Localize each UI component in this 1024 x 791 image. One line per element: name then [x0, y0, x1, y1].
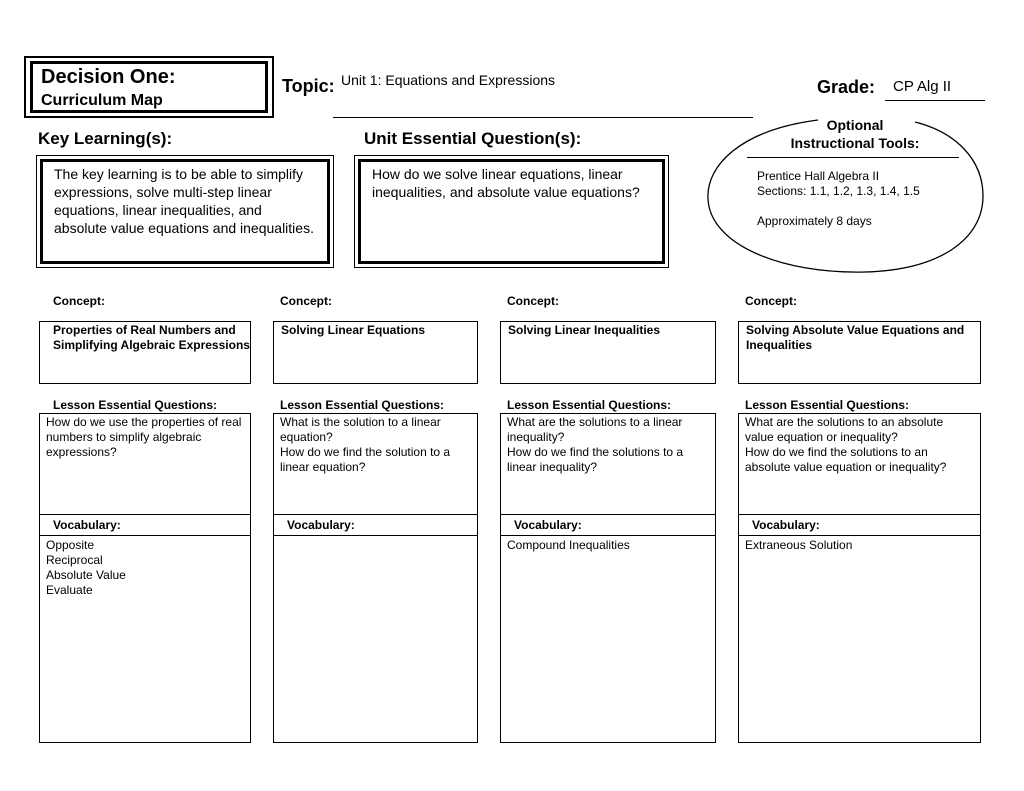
question-item: What are the solutions to a linear inequality?	[507, 415, 683, 444]
concept-label-2: Concept:	[280, 294, 332, 308]
unit-question-box	[358, 159, 665, 264]
vocab-item: Evaluate	[46, 583, 93, 597]
question-item: How do we use the properties of real numbers to simplify algebraic expressions?	[46, 415, 242, 459]
vocab-item: Extraneous Solution	[745, 538, 853, 552]
tools-heading-line2: Instructional Tools:	[790, 135, 920, 151]
vocab-item: Compound Inequalities	[507, 538, 630, 552]
topic-label: Topic:	[282, 76, 335, 96]
concept-label-1: Concept:	[53, 294, 105, 308]
lesson-questions-3	[501, 415, 715, 514]
vocabulary-label-3: Vocabulary:	[501, 514, 715, 536]
concept-box-1	[39, 321, 251, 384]
grade-value: CP Alg II	[893, 78, 952, 95]
key-learning-heading: Key Learning(s):	[38, 129, 173, 148]
concept-box-3	[500, 321, 716, 384]
tools-content	[757, 169, 920, 229]
vocabulary-list-1	[40, 536, 250, 600]
grade-label: Grade:	[817, 77, 876, 97]
vocabulary-list-2	[274, 536, 477, 540]
lesson-questions-1	[40, 415, 250, 514]
question-item: How do we find the solutions to an absolute value equation or inequality?	[745, 445, 947, 474]
question-item: What are the solutions to an absolute value equation or inequality?	[745, 415, 944, 444]
tools-heading-line1: Optional	[826, 117, 884, 133]
vocabulary-label-1: Vocabulary:	[40, 514, 250, 536]
concept-label-3: Concept:	[507, 294, 559, 308]
column-box-1	[39, 413, 251, 743]
lesson-questions-4	[739, 415, 980, 514]
key-learning-text: The key learning is to be able to simplify expressions, solve multi-step linear equations, linear inequalities, and absolute value equations and inequalities.	[54, 166, 314, 236]
tools-heading	[760, 116, 950, 152]
vocabulary-label-2: Vocabulary:	[274, 514, 477, 536]
key-learning-box	[40, 159, 330, 264]
concept-box-4	[738, 321, 981, 384]
concept-text-3: Solving Linear Inequalities	[508, 323, 661, 337]
lesson-questions-2	[274, 415, 477, 514]
tools-sections: Sections: 1.1, 1.2, 1.3, 1.4, 1.5	[757, 184, 920, 198]
column-box-4	[738, 413, 981, 743]
question-item: What is the solution to a linear equation?	[280, 415, 441, 444]
question-item: How do we find the solutions to a linear inequality?	[507, 445, 684, 474]
tools-duration: Approximately 8 days	[757, 214, 872, 228]
concept-text-4: Solving Absolute Value Equations and Inequalities	[746, 323, 965, 352]
vocabulary-label-4: Vocabulary:	[739, 514, 980, 536]
topic-value: Unit 1: Equations and Expressions	[341, 72, 556, 88]
vocab-item: Opposite	[46, 538, 95, 552]
question-item: How do we find the solution to a linear equation?	[280, 445, 451, 474]
column-box-3	[500, 413, 716, 743]
document-subtitle: Curriculum Map	[41, 92, 163, 109]
concept-text-1: Properties of Real Numbers and Simplifying Algebraic Expressions	[53, 323, 250, 352]
vocabulary-list-4	[739, 536, 980, 555]
column-box-2	[273, 413, 478, 743]
lesson-questions-label-3: Lesson Essential Questions:	[507, 398, 672, 412]
vocab-item: Reciprocal	[46, 553, 103, 567]
unit-question-text: How do we solve linear equations, linear inequalities, and absolute value equations?	[372, 166, 640, 200]
lesson-questions-label-1: Lesson Essential Questions:	[53, 398, 218, 412]
concept-text-2: Solving Linear Equations	[281, 323, 426, 337]
vocabulary-list-3	[501, 536, 715, 555]
tools-rule	[747, 157, 959, 158]
lesson-questions-label-4: Lesson Essential Questions:	[745, 398, 910, 412]
tools-book: Prentice Hall Algebra II	[757, 169, 880, 183]
document-title: Decision One:	[41, 66, 176, 88]
unit-question-heading: Unit Essential Question(s):	[364, 129, 582, 148]
concept-box-2	[273, 321, 478, 384]
concept-label-4: Concept:	[745, 294, 797, 308]
topic-underline	[333, 117, 753, 118]
grade-underline	[885, 100, 985, 101]
vocab-item: Absolute Value	[46, 568, 126, 582]
lesson-questions-label-2: Lesson Essential Questions:	[280, 398, 445, 412]
